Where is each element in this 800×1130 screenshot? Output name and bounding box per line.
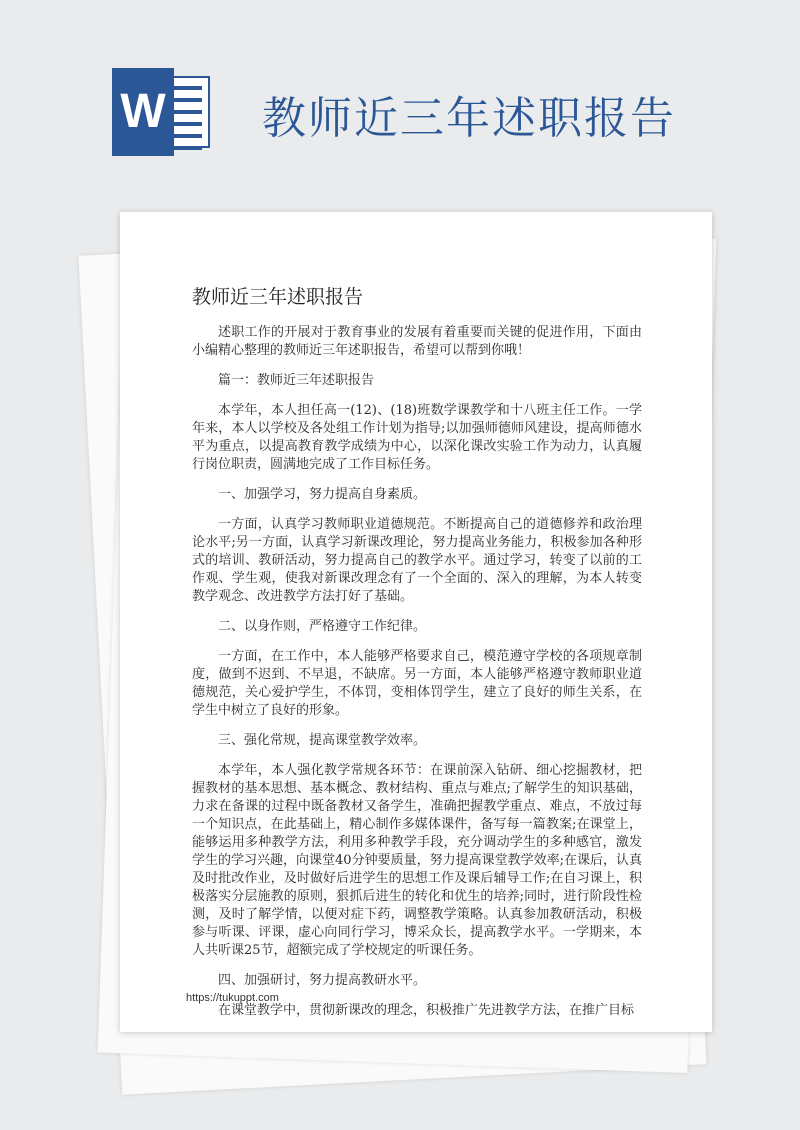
paragraph-intro: 述职工作的开展对于教育事业的发展有着重要而关键的促进作用，下面由小编精心整理的教师近三年述职报告，希望可以帮到你哦！ (192, 325, 642, 358)
header-banner (0, 0, 800, 200)
section-heading: 四、加强研讨，努力提高教研水平。 (218, 973, 427, 988)
section-heading: 一、加强学习，努力提高自身素质。 (218, 487, 427, 502)
header-title: 教师近三年述职报告 (262, 93, 676, 144)
section-heading: 三、强化常规，提高课堂教学效率。 (218, 733, 427, 748)
document-page (120, 212, 712, 1032)
paragraph: 本学年，本人强化教学常规各环节：在课前深入钻研、细心挖掘教材，把握教材的基本思想、基本概念、教材结构、重点与难点;了解学生的知识基础，力求在备课的过程中既备教材又备学生，准确把握教学重点、难点，不放过每一个知识点，在此基础上，精心制作多媒体课件，备写每一篇教案;在课堂上，能够运用多种教学方法，利用多种教学手段，充分调动学生的多种感官，激发学生的学习兴趣，向课堂40分钟要质量，努力提高课堂教学效率;在课后，认真及时批改作业，及时做好后进学生的思想工作及课后辅导工作;在自习课上，积极落实分层施教的原则，狠抓后进生的转化和优生的培养;同时，进行阶段性检测，及时了解学情，以便对症下药，调整教学策略。认真参加教研活动，积极参与听课、评课，虚心向同行学习，博采众长，提高教学水平。一学期来，本人共听课25节，超额完成了学校规定的听课任务。 (192, 763, 642, 958)
paragraph: 一方面，在工作中，本人能够严格要求自己，模范遵守学校的各项规章制度，做到不迟到、不早退，不缺席。另一方面，本人能够严格遵守教师职业道德规范，关心爱护学生，不体罚，变相体罚学生，建立了良好的师生关系，在学生中树立了良好的形象。 (192, 649, 642, 718)
section-heading: 篇一：教师近三年述职报告 (218, 373, 375, 388)
paragraph: 在课堂教学中，贯彻新课改的理念，积极推广先进教学方法，在推广目标 (218, 1003, 635, 1018)
document-body (192, 324, 642, 1020)
document-title: 教师近三年述职报告 (192, 286, 364, 308)
footer-url: https://tukuppt.com (186, 992, 279, 1004)
word-letter: W (112, 68, 174, 156)
word-document-icon (112, 68, 212, 156)
paragraph: 本学年，本人担任高一(12)、(18)班数学课教学和十八班主任工作。一学年来，本人以学校及各处组工作计划为指导;以加强师德师风建设，提高师德水平为重点，以提高教育教学成绩为中心，以深化课改实验工作为动力，认真履行岗位职责，圆满地完成了工作目标任务。 (192, 403, 642, 472)
section-heading: 二、以身作则，严格遵守工作纪律。 (218, 619, 427, 634)
paragraph: 一方面，认真学习教师职业道德规范。不断提高自己的道德修养和政治理论水平;另一方面，认真学习新课改理论，努力提高业务能力，积极参加各种形式的培训、教研活动，努力提高自己的教学水平。通过学习，转变了以前的工作观、学生观，使我对新课改理念有了一个全面的、深入的理解，为本人转变教学观念、改进教学方法打好了基础。 (192, 517, 642, 604)
